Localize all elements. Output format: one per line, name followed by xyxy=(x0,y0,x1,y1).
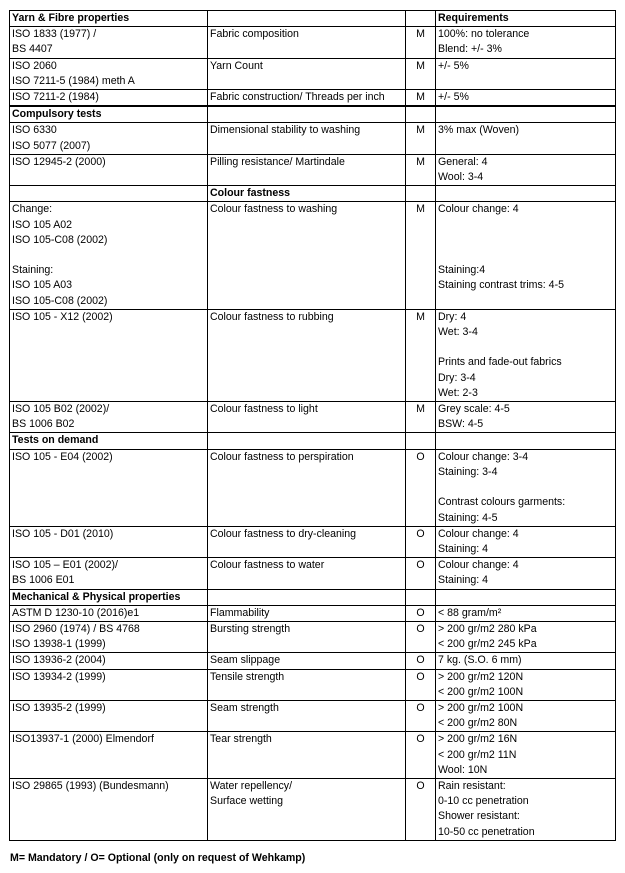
requirement-cell: > 200 gr/m2 16N < 200 gr/m2 11N Wool: 10N xyxy=(436,732,616,779)
test-method-cell: ISO 12945-2 (2000) xyxy=(10,154,208,185)
property-cell: Tensile strength xyxy=(208,669,406,700)
table-row xyxy=(10,558,616,589)
mandatory-optional-cell: O xyxy=(406,526,436,557)
table-row xyxy=(10,90,616,106)
footnote-legend: M= Mandatory / O= Optional (only on request of Wehkamp) xyxy=(10,852,306,864)
property-cell: Colour fastness to light xyxy=(208,402,406,433)
table-row xyxy=(10,669,616,700)
table-row xyxy=(10,621,616,652)
header-blank-2 xyxy=(208,11,406,27)
test-method-cell: ISO 105 – E01 (2002)/ BS 1006 E01 xyxy=(10,558,208,589)
property-cell: Colour fastness xyxy=(208,186,406,202)
requirement-cell: Colour change: 4 Staining: 4 xyxy=(436,526,616,557)
section-header-row xyxy=(10,589,616,605)
requirement-cell xyxy=(436,186,616,202)
table-row xyxy=(10,58,616,89)
property-cell: Seam strength xyxy=(208,700,406,731)
property-cell: Colour fastness to water xyxy=(208,558,406,589)
header-blank-3 xyxy=(406,11,436,27)
mandatory-optional-cell: M xyxy=(406,27,436,58)
mandatory-optional-cell: O xyxy=(406,621,436,652)
mandatory-optional-cell: M xyxy=(406,402,436,433)
mandatory-optional-cell: M xyxy=(406,58,436,89)
mandatory-optional-cell: O xyxy=(406,558,436,589)
property-cell: Colour fastness to perspiration xyxy=(208,449,406,526)
table-row xyxy=(10,653,616,669)
test-method-cell: ISO 2060 ISO 7211-5 (1984) meth A xyxy=(10,58,208,89)
mandatory-optional-cell xyxy=(406,186,436,202)
mandatory-optional-cell: O xyxy=(406,778,436,840)
table-row xyxy=(10,154,616,185)
table-row xyxy=(10,605,616,621)
requirement-cell: Rain resistant: 0-10 cc penetration Shower resistant: 10-50 cc penetration xyxy=(436,778,616,840)
test-method-cell: Change: ISO 105 A02 ISO 105-C08 (2002) Staining: ISO 105 A03 ISO 105-C08 (2002) xyxy=(10,202,208,309)
property-cell: Water repellency/ Surface wetting xyxy=(208,778,406,840)
section-header-row xyxy=(10,433,616,449)
table-row xyxy=(10,402,616,433)
section-header-row xyxy=(10,186,616,202)
test-method-cell: ISO 105 B02 (2002)/ BS 1006 B02 xyxy=(10,402,208,433)
table-row xyxy=(10,778,616,840)
property-cell: Yarn Count xyxy=(208,58,406,89)
requirement-cell: Colour change: 4 Staining: 4 xyxy=(436,558,616,589)
test-method-cell: ISO 13935-2 (1999) xyxy=(10,700,208,731)
property-cell: Dimensional stability to washing xyxy=(208,123,406,154)
mandatory-optional-cell: M xyxy=(406,154,436,185)
property-cell: Colour fastness to rubbing xyxy=(208,309,406,401)
header-requirements: Requirements xyxy=(436,11,616,27)
table-header-row xyxy=(10,11,616,27)
table-row xyxy=(10,309,616,401)
test-method-cell: ISO 105 - E04 (2002) xyxy=(10,449,208,526)
requirement-cell xyxy=(436,589,616,605)
mandatory-optional-cell: M xyxy=(406,123,436,154)
test-method-cell: ISO 7211-2 (1984) xyxy=(10,90,208,106)
property-cell: Colour fastness to washing xyxy=(208,202,406,309)
property-cell: Seam slippage xyxy=(208,653,406,669)
mandatory-optional-cell: O xyxy=(406,605,436,621)
requirements-table xyxy=(9,10,616,841)
property-cell: Colour fastness to dry-cleaning xyxy=(208,526,406,557)
mandatory-optional-cell: O xyxy=(406,653,436,669)
table-row xyxy=(10,27,616,58)
mandatory-optional-cell: M xyxy=(406,90,436,106)
requirement-cell: +/- 5% xyxy=(436,58,616,89)
requirements-table-body xyxy=(10,11,616,841)
requirement-cell: +/- 5% xyxy=(436,90,616,106)
property-cell xyxy=(208,589,406,605)
test-method-cell: ISO 105 - X12 (2002) xyxy=(10,309,208,401)
mandatory-optional-cell xyxy=(406,107,436,123)
test-method-cell xyxy=(10,186,208,202)
test-method-cell: ISO13937-1 (2000) Elmendorf xyxy=(10,732,208,779)
requirement-cell: Dry: 4 Wet: 3-4 Prints and fade-out fabrics Dry: 3-4 Wet: 2-3 xyxy=(436,309,616,401)
property-cell xyxy=(208,433,406,449)
test-method-cell: ISO 13936-2 (2004) xyxy=(10,653,208,669)
test-method-cell: ISO 105 - D01 (2010) xyxy=(10,526,208,557)
test-method-cell: ISO 2960 (1974) / BS 4768 ISO 13938-1 (1999) xyxy=(10,621,208,652)
test-method-cell: Compulsory tests xyxy=(10,107,208,123)
section-header-row xyxy=(10,107,616,123)
requirement-cell: Grey scale: 4-5 BSW: 4-5 xyxy=(436,402,616,433)
requirement-cell: Colour change: 4 Staining:4 Staining contrast trims: 4-5 xyxy=(436,202,616,309)
requirement-cell: > 200 gr/m2 280 kPa < 200 gr/m2 245 kPa xyxy=(436,621,616,652)
table-row xyxy=(10,526,616,557)
requirement-cell: 7 kg. (S.O. 6 mm) xyxy=(436,653,616,669)
requirement-cell: > 200 gr/m2 100N < 200 gr/m2 80N xyxy=(436,700,616,731)
property-cell: Fabric composition xyxy=(208,27,406,58)
mandatory-optional-cell: O xyxy=(406,449,436,526)
mandatory-optional-cell xyxy=(406,589,436,605)
table-row xyxy=(10,123,616,154)
mandatory-optional-cell xyxy=(406,433,436,449)
mandatory-optional-cell: O xyxy=(406,669,436,700)
property-cell: Tear strength xyxy=(208,732,406,779)
property-cell: Fabric construction/ Threads per inch xyxy=(208,90,406,106)
requirement-cell: > 200 gr/m2 120N < 200 gr/m2 100N xyxy=(436,669,616,700)
test-method-cell: ISO 29865 (1993) (Bundesmann) xyxy=(10,778,208,840)
test-method-cell: ISO 1833 (1977) / BS 4407 xyxy=(10,27,208,58)
requirement-cell: < 88 gram/m² xyxy=(436,605,616,621)
requirement-cell xyxy=(436,107,616,123)
property-cell: Flammability xyxy=(208,605,406,621)
test-method-cell: ASTM D 1230-10 (2016)e1 xyxy=(10,605,208,621)
mandatory-optional-cell: M xyxy=(406,309,436,401)
test-method-cell: ISO 6330 ISO 5077 (2007) xyxy=(10,123,208,154)
table-row xyxy=(10,202,616,309)
property-cell: Pilling resistance/ Martindale xyxy=(208,154,406,185)
test-method-cell: Tests on demand xyxy=(10,433,208,449)
test-method-cell: ISO 13934-2 (1999) xyxy=(10,669,208,700)
mandatory-optional-cell: O xyxy=(406,700,436,731)
table-row xyxy=(10,700,616,731)
mandatory-optional-cell: O xyxy=(406,732,436,779)
test-method-cell: Mechanical & Physical properties xyxy=(10,589,208,605)
requirement-cell: 100%: no tolerance Blend: +/- 3% xyxy=(436,27,616,58)
table-row xyxy=(10,732,616,779)
header-yarn-fibre-properties: Yarn & Fibre properties xyxy=(10,11,208,27)
requirement-cell: General: 4 Wool: 3-4 xyxy=(436,154,616,185)
property-cell xyxy=(208,107,406,123)
requirement-cell xyxy=(436,433,616,449)
table-row xyxy=(10,449,616,526)
requirement-cell: 3% max (Woven) xyxy=(436,123,616,154)
mandatory-optional-cell: M xyxy=(406,202,436,309)
property-cell: Bursting strength xyxy=(208,621,406,652)
requirement-cell: Colour change: 3-4 Staining: 3-4 Contrast colours garments: Staining: 4-5 xyxy=(436,449,616,526)
